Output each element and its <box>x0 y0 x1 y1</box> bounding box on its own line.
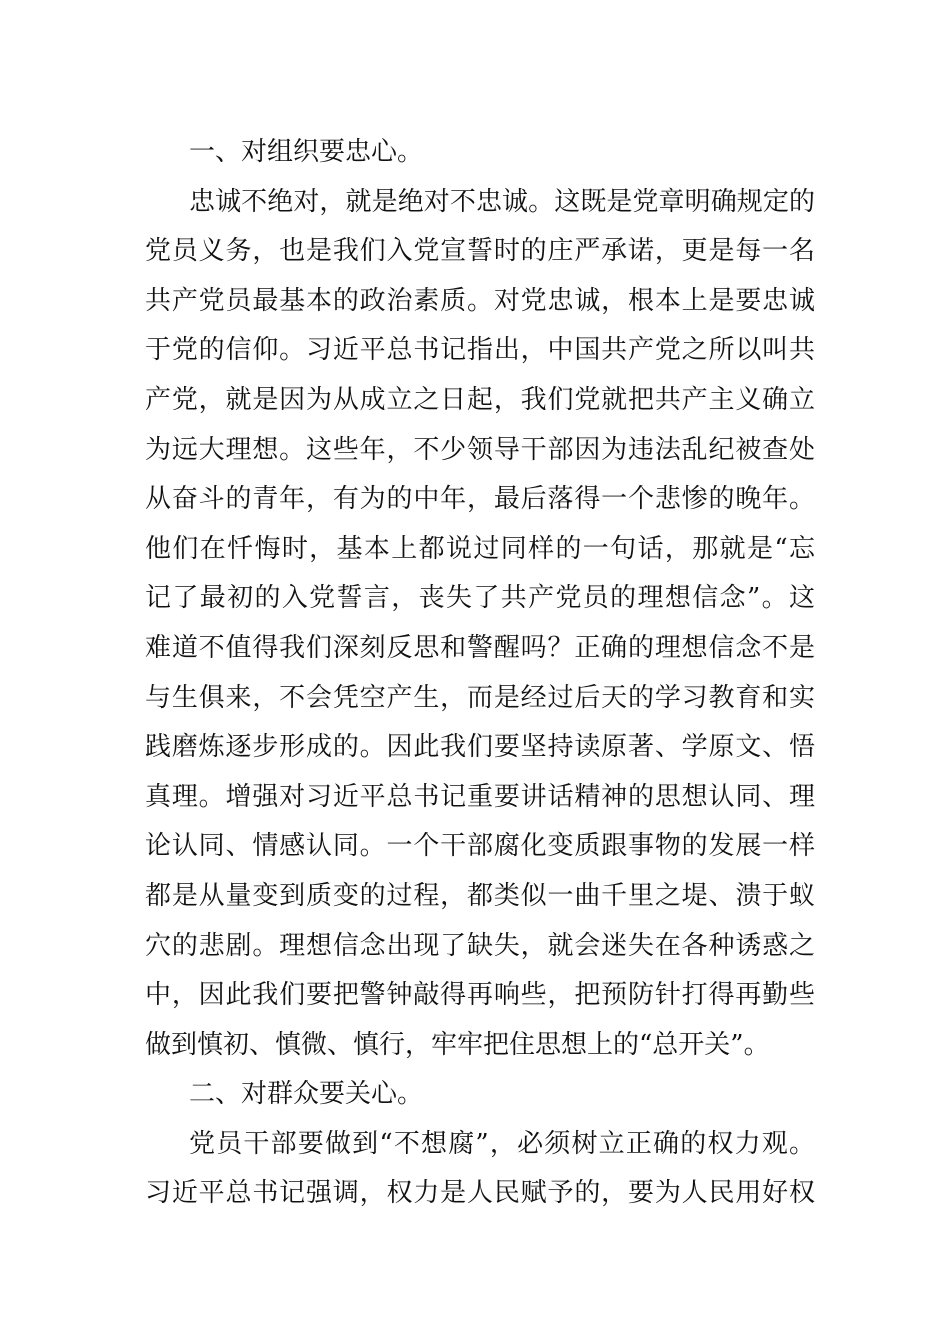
body-text-line: 与生俱来，不会凭空产生，而是经过后天的学习教育和实 <box>145 682 815 713</box>
body-text-line: 践磨炼逐步形成的。因此我们要坚持读原著、学原文、悟 <box>145 732 815 763</box>
body-text-line: 论认同、情感认同。一个干部腐化变质跟事物的发展一样 <box>145 831 815 862</box>
section-heading: 一、对组织要忠心。 <box>189 137 424 167</box>
document-body <box>145 128 815 1219</box>
body-text-line: 真理。增强对习近平总书记重要讲话精神的思想认同、理 <box>145 781 815 812</box>
body-text-line: 党员义务，也是我们入党宣誓时的庄严承诺，更是每一名 <box>145 236 815 267</box>
body-text-line: 记了最初的入党誓言，丧失了共产党员的理想信念”。这 <box>145 583 815 614</box>
body-text-line: 忠诚不绝对，就是绝对不忠诚。这既是党章明确规定的 <box>189 186 815 217</box>
body-text-line: 习近平总书记强调，权力是人民赋予的，要为人民用好权 <box>145 1178 815 1209</box>
body-text-line: 中，因此我们要把警钟敲得再响些，把预防针打得再勤些 <box>145 980 815 1011</box>
body-text-line: 难道不值得我们深刻反思和警醒吗？正确的理想信念不是 <box>145 632 815 663</box>
body-text-line: 他们在忏悔时，基本上都说过同样的一句话，那就是“忘 <box>145 533 815 564</box>
body-text-line: 为远大理想。这些年，不少领导干部因为违法乱纪被查处 <box>145 434 815 465</box>
body-text-line: 党员干部要做到“不想腐”，必须树立正确的权力观。 <box>189 1128 815 1159</box>
section-heading: 二、对群众要关心。 <box>189 1079 424 1110</box>
body-text-line: 都是从量变到质变的过程，都类似一曲千里之堤、溃于蚁 <box>145 880 815 911</box>
body-text-line: 从奋斗的青年，有为的中年，最后落得一个悲惨的晚年。 <box>145 484 815 515</box>
body-text-line: 穴的悲剧。理想信念出现了缺失，就会迷失在各种诱惑之 <box>145 930 815 961</box>
body-text-line: 于党的信仰。习近平总书记指出，中国共产党之所以叫共 <box>145 335 815 366</box>
body-text-line: 做到慎初、慎微、慎行，牢牢把住思想上的“总开关”。 <box>145 1029 770 1060</box>
body-text-line: 产党，就是因为从成立之日起，我们党就把共产主义确立 <box>145 384 815 415</box>
body-text-line: 共产党员最基本的政治素质。对党忠诚，根本上是要忠诚 <box>145 285 815 316</box>
